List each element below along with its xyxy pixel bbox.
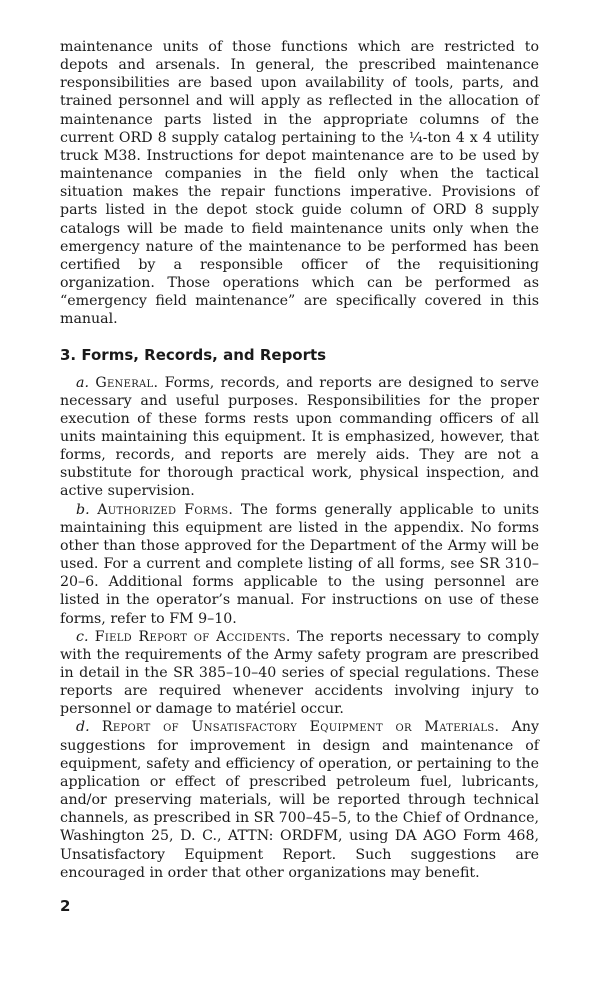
subsection-letter: c. — [76, 628, 89, 645]
subsection-text: The reports necessary to comply with the requirements of the Army safety program are prescribed in detail in the SR 385–10–40 series of special regulations. These reports are required whenever accidents involving injury to personnel or damage to matériel occur. — [60, 628, 539, 718]
section-heading: 3. Forms, Records, and Reports — [60, 345, 327, 364]
subsection-letter: b. — [76, 501, 90, 518]
subsection-letter: d. — [76, 719, 90, 736]
subsection-text: The forms generally applicable to units maintaining this equipment are listed in the appendix. No forms other than those approved for the Department of the Army will be used. For a current and complete listing of all forms, see SR 310–20–6. Additional forms applicable to the using personnel are listed in the operator’s manual. For instructions on use of these forms, refer to FM 9–10. — [60, 501, 540, 627]
subsection-title: General. — [95, 374, 159, 391]
subsection-authorized-forms — [60, 501, 539, 628]
subsection-letter: a. — [76, 374, 89, 391]
document-page — [60, 38, 539, 882]
subsection-title: Report of Unsatisfactory Equipment or Materials. — [101, 719, 500, 736]
subsection-general — [60, 374, 539, 501]
page-number: 2 — [60, 897, 71, 915]
subsection-field-report-of-accidents — [60, 628, 539, 719]
subsection-title: Authorized Forms. — [97, 501, 234, 518]
intro-paragraph: maintenance units of those functions which are restricted to depots and arsenals. In general, the prescribed maintenance responsibilities are based upon availability of tools, parts, and trained personnel and will apply as reflected in the allocation of maintenance parts listed in the appropriate columns of the current ORD 8 supply catalog pertaining to the ¼-ton 4 x 4 utility truck M38. Instructions for depot maintenance are to be used by maintenance companies in the field only when the tactical situation makes the repair functions imperative. Provisions of parts listed in the depot stock guide column of ORD 8 supply catalogs will be made to field maintenance units only when the emergency nature of the maintenance to be performed has been certified by a responsible officer of the requisitioning organization. Those operations which can be performed as “emergency field maintenance” are specifically covered in this manual. — [60, 39, 539, 328]
subsection-title: Field Report of Accidents. — [94, 628, 291, 645]
subsection-unsatisfactory-equipment — [60, 718, 539, 881]
subsection-text: Any suggestions for improvement in design and maintenance of equipment, safety and efficiency of operation, or pertaining to the application or effect of prescribed petroleum fuel, lubricants, and/or preserving materials, will be reported through technical channels, as prescribed in SR 700–45–5, to the Chief of Ordnance, Washington 25, D. C., ATTN: ORDFM, using DA AGO Form 468, Unsatisfactory Equipment Report. Such suggestions are encouraged in order that other organizations may benefit. — [60, 719, 539, 881]
subsection-text: Forms, records, and reports are designed to serve necessary and useful purposes. Responsibilities for the proper execution of these forms rests upon commanding officers of all units maintaining this equipment. It is emphasized, however, that forms, records, and reports are merely aids. They are not a substitute for thorough practical work, physical inspection, and active supervision. — [60, 374, 539, 500]
